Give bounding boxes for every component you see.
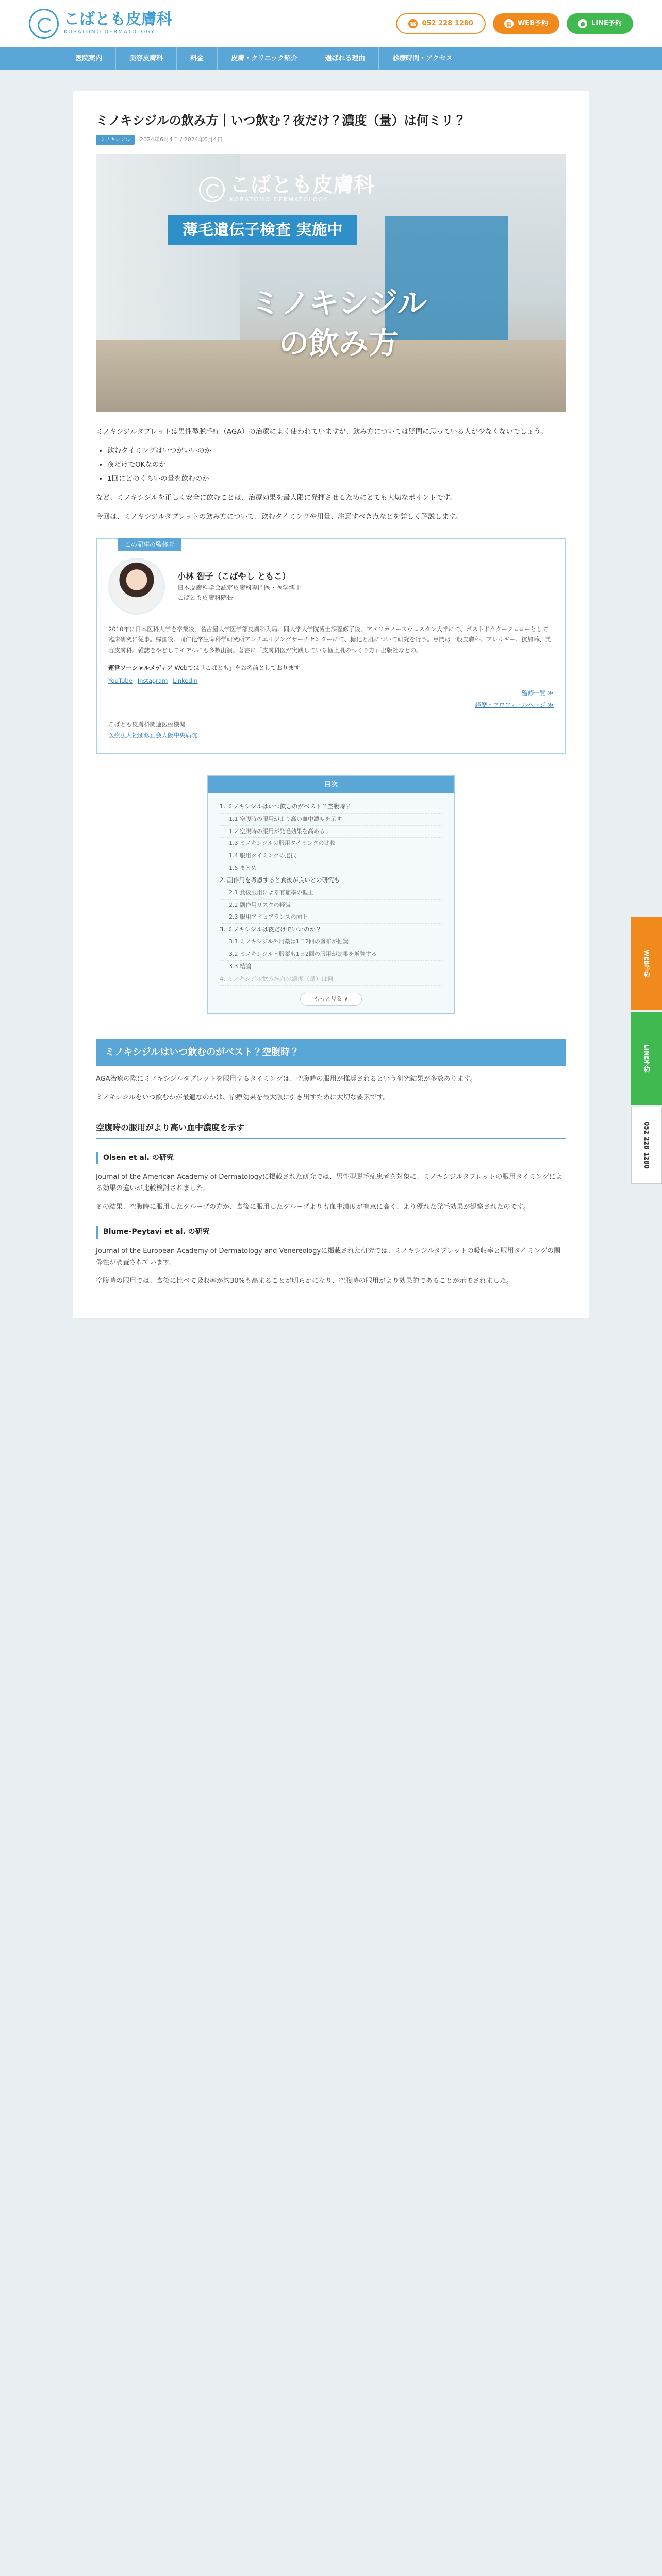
intro (96, 426, 566, 523)
eyecatch-title (251, 283, 427, 364)
author-social (108, 663, 554, 673)
article (73, 91, 589, 1318)
toc-item[interactable]: 2. 副作用を考慮すると食後が良いとの研究も (220, 874, 442, 887)
list-item: • 1回にどのくらいの量を飲むのか (107, 473, 566, 485)
toc-item[interactable]: 2.1 食後服用による有症率の低上 (220, 887, 442, 900)
logo-icon (199, 177, 225, 202)
table-of-contents (207, 775, 455, 1014)
site-logo[interactable] (29, 9, 172, 39)
line-icon: ● (578, 19, 587, 28)
header-actions (396, 13, 633, 34)
org-link[interactable]: 医療法人社団修正会大阪中央病院 (108, 732, 197, 739)
toc-item[interactable]: 2.3 服用アドヒアランスの向上 (220, 911, 442, 924)
toc-item[interactable]: 4. ミノキシジル飲み忘れの濃度（量）は何 (220, 973, 442, 986)
eyecatch-image (96, 154, 566, 412)
calendar-icon: ▦ (504, 19, 514, 28)
toc-item[interactable]: 1.3 ミノキシジルの服用タイミングの比較 (220, 838, 442, 850)
author-clinic: こばとも皮膚科院長 (177, 594, 234, 602)
social-label: 運営ソーシャルメディア (108, 664, 173, 671)
eyecatch-logo-title: こばとも皮膚科 (230, 173, 374, 197)
toc-item[interactable]: 1.5 まとめ (220, 862, 442, 875)
list-item: • 夜だけでOKなのか (107, 459, 566, 471)
intro-paragraph: ミノキシジルタブレットは男性型脱毛症（AGA）の治療によく使われていますが、飲み方については疑問に思っている人が少なくないでしょう。 (96, 428, 548, 436)
paragraph: AGA治療の際にミノキシジルタブレットを服用するタイミングは、空腹時の服用が推奨されるという研究結果が多数あります。 (96, 1075, 477, 1083)
tel-label: 052 228 1280 (422, 19, 473, 27)
author-name: 小林 智子（こばやし ともこ） (177, 571, 291, 581)
nav-item-price[interactable]: 料金 (177, 47, 218, 70)
phone-icon: ☎ (408, 19, 418, 28)
avatar (108, 558, 165, 615)
toc-item[interactable]: 3.3 結論 (220, 961, 442, 973)
article-date: 2024年6月4日 / 2024年6月4日 (140, 136, 223, 143)
paragraph: 空腹時の服用では、食後に比べて吸収率が約30%も高まることが明らかになり、空腹時の服用がより効果的であることが示唆されました。 (96, 1277, 513, 1285)
social-desc: Webでは「こばとも」をお名前としております (174, 664, 301, 671)
toc-item[interactable]: 3.1 ミノキシジル外用薬は1日2回の塗布が推奨 (220, 936, 442, 948)
toc-item[interactable]: 1. ミノキシジルはいつ飲むのがベスト？空腹時？ (220, 801, 442, 814)
side-floating-buttons (631, 917, 662, 1186)
logo-icon (29, 9, 59, 39)
toc-item[interactable]: 1.4 服用タイミングの選択 (220, 850, 442, 862)
eyecatch-logo (199, 175, 374, 205)
linkedin-link[interactable]: LinkedIn (173, 677, 198, 685)
toc-item[interactable]: 2.2 副作用リスクの軽減 (220, 900, 442, 912)
category-badge[interactable]: ミノキシジル (96, 135, 135, 145)
nav-item-cosmetic[interactable]: 美容皮膚科 (116, 47, 177, 70)
side-line-reserve-button[interactable]: LINE予約 (631, 1012, 662, 1105)
global-nav (0, 47, 662, 70)
nav-item-intro[interactable]: 皮膚・クリニック紹介 (218, 47, 311, 70)
intro-paragraph: など、ミノキシジルを正しく安全に飲むことは、治療効果を最大限に発揮させるためにとても大切なポイントです。 (96, 493, 457, 502)
web-reserve-label: WEB予約 (517, 19, 549, 27)
study-heading: Blume-Peytavi et al. の研究 (96, 1226, 566, 1239)
article-meta (96, 135, 566, 145)
author-role: 日本皮膚科学会認定皮膚科専門医・医学博士 (177, 584, 302, 592)
eyecatch-title-line2: の飲み方 (279, 326, 399, 361)
eyecatch-banner: 薄毛遺伝子検査 実施中 (168, 215, 357, 245)
side-web-reserve-button[interactable]: WEB予約 (631, 917, 662, 1010)
web-reserve-button[interactable] (493, 13, 559, 34)
author-org: こばとも皮膚科関連医療機関 (108, 720, 186, 728)
profile-link[interactable]: 経歴・プロフィールページ ≫ (475, 701, 554, 709)
eyecatch-title-line1: ミノキシジル (251, 285, 427, 320)
subsection-heading: 空腹時の服用がより高い血中濃度を示す (96, 1121, 566, 1139)
logo-title: こばとも皮膚科 (64, 10, 172, 28)
youtube-link[interactable]: YouTube (108, 677, 133, 685)
nav-item-clinic[interactable]: 医院案内 (62, 47, 116, 70)
toc-item[interactable]: 3. ミノキシジルは夜だけでいいのか？ (220, 924, 442, 937)
side-tel-button[interactable]: 052 228 1280 (631, 1107, 662, 1184)
eyecatch-logo-subtitle: KOBATOMO DERMATOLOGY (230, 196, 328, 203)
article-title: ミノキシジルの飲み方｜いつ飲む？夜だけ？濃度（量）は何ミリ？ (96, 113, 466, 128)
author-bio: 2010年に日本医科大学を卒業後、名古屋大学医学部皮膚科入局。同大学大学院博士課程修了後、アメリカノースウェスタン大学にて、ポストドクターフェローとして臨床研究に従事。帰国後、同仁化学生命科学研究所アンチエイジングサーチセンターにて、糖化と肌について研究を行う。専門は一般皮膚科、アレルギー、抗加齢、美容皮膚科。雑誌をやどしこモデルにも多数出演。著書に「皮膚科医が実践している極上肌のつくり方」出版社などの。 (108, 625, 551, 654)
section-heading: ミノキシジルはいつ飲むのがベスト？空腹時？ (96, 1039, 566, 1067)
toc-list (208, 793, 454, 989)
toc-item[interactable]: 3.2 ミノキシジル内服薬も1日2回の服用が効果を増強する (220, 948, 442, 961)
instagram-link[interactable]: Instagram (137, 677, 168, 685)
toc-title: 目次 (208, 776, 454, 793)
paragraph: ミノキシジルをいつ飲むかが最適なのかは、治療効果を最大限に引き出すために大切な要素です。 (96, 1094, 390, 1102)
toc-more-button[interactable]: もっと見る ∨ (300, 993, 362, 1006)
line-reserve-button[interactable] (567, 13, 633, 34)
paragraph: Journal of the American Academy of Dermatologyに掲載された研究では、男性型脱毛症患者を対象に、ミノキシジルタブレットの服用タイミングによる効果の違いが比較検討されました。 (96, 1173, 562, 1192)
author-links (108, 676, 554, 686)
line-reserve-label: LINE予約 (591, 19, 622, 27)
study-heading: Olsen et al. の研究 (96, 1152, 566, 1164)
paragraph: その結果、空腹時に服用したグループの方が、食後に服用したグループよりも血中濃度が有意に高く、より優れた発毛効果が観察されたのです。 (96, 1202, 530, 1211)
logo-subtitle: KOBATOMO DERMATOLOGY (64, 29, 155, 35)
nav-item-access[interactable]: 診療時間・アクセス (392, 54, 453, 62)
toc-item[interactable]: 1.2 空腹時の服用が発毛効果を高める (220, 826, 442, 838)
site-header (0, 0, 662, 47)
intro-bullets (107, 445, 566, 485)
paragraph: Journal of the European Academy of Dermatology and Venereologyに掲載された研究では、ミノキシジルタブレットの吸収率と服用タイミングの関係性が調査されています。 (96, 1247, 561, 1266)
nav-item-reasons[interactable]: 選ばれる理由 (311, 47, 379, 70)
author-box (96, 538, 566, 755)
tel-button[interactable] (396, 13, 486, 34)
author-tab: この記事の監修者 (118, 538, 181, 551)
supervision-list-link[interactable]: 監修一覧 ≫ (522, 689, 554, 697)
intro-paragraph: 今回は、ミノキシジルタブレットの飲み方について、飲むタイミングや用量、注意すべき点などを詳しく解説します。 (96, 512, 462, 521)
toc-item[interactable]: 1.1 空腹時の服用がより高い血中濃度を示す (220, 814, 442, 826)
list-item: • 飲むタイミングはいつがいいのか (107, 445, 566, 457)
